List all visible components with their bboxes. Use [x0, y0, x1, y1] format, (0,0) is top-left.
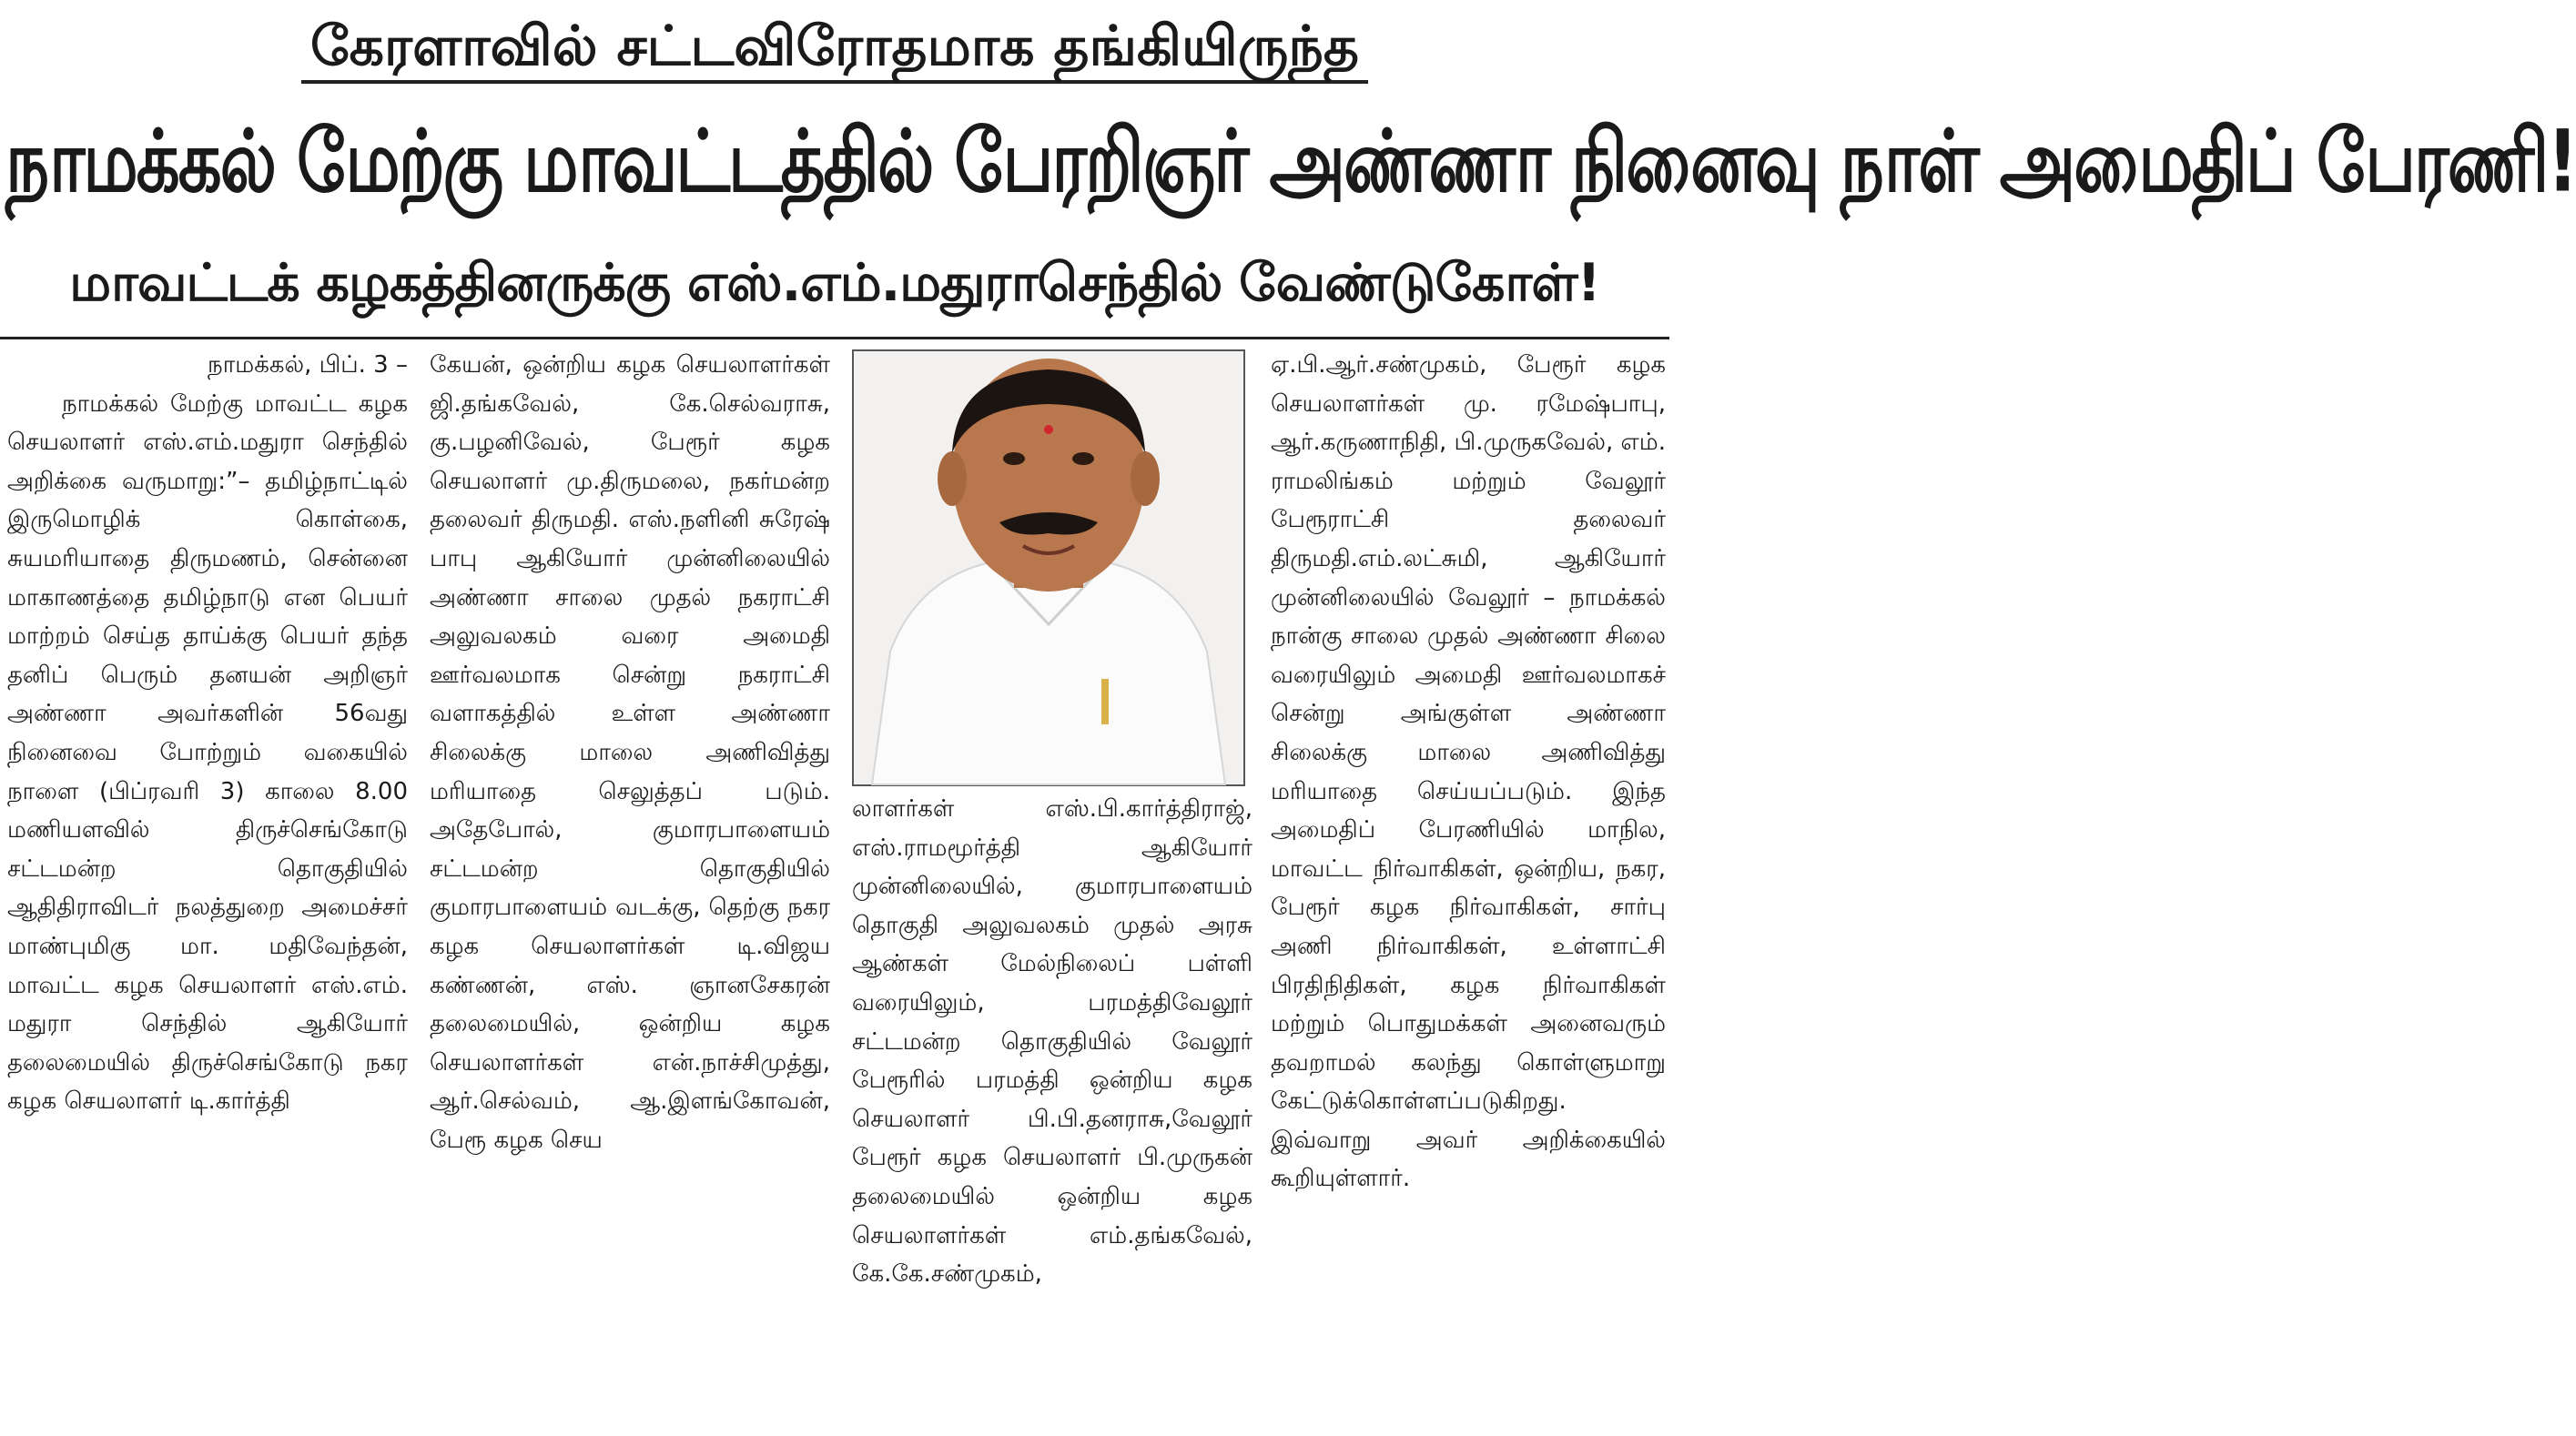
kicker-text: கேரளாவில் சட்டவிரோதமாக தங்கியிருந்த	[301, 13, 1368, 84]
column-text: ஏ.பி.ஆர்.சண்முகம், பேரூர் கழக செயலாளர்கள் மு. ரமேஷ்பாபு, ஆர்.கருணாநிதி, பி.முருகவேல், எம். ராமலிங்கம் மற்றும் வேலூர் பேரூராட்சி தலைவர் திருமதி.எம்.லட்சுமி, ஆகியோர் முன்னிலையில் வேலூர் – நாமக்கல் நான்கு சாலை முதல் அண்ணா சிலை வரையிலும் அமைதி ஊர்வலமாகச் சென்று அங்குள்ள அண்ணா சிலைக்கு மாலை அணிவித்து மரியாதை செய்யப்படும். இந்த அமைதிப் பேரணியில் மாநில, மாவட்ட நிர்வாகிகள், ஒன்றிய, நகர, பேரூர் கழக நிர்வாகிகள், சார்பு அணி நிர்வாகிகள், உள்ளாட்சி பிரதிநிதிகள், கழக நிர்வாகிகள் மற்றும் பொதுமக்கள் அனைவரும் தவறாமல் கலந்து கொள்ளுமாறு கேட்டுக்கொள்ளப்படுகிறது. இவ்வாறு அவர் அறிக்கையில் கூறியுள்ளார்.	[1271, 351, 1666, 1193]
article-column-1	[7, 346, 408, 1121]
column-text: கேயன், ஒன்றிய கழக செயலாளர்கள் ஜி.தங்கவேல், கே.செல்வராசு, கு.பழனிவேல், பேரூர் கழக செயலாளர் மு.திருமலை, நகர்மன்ற தலைவர் திருமதி. எஸ்.நளினி சுரேஷ் பாபு ஆகியோர் முன்னிலையில் அண்ணா சாலை முதல் நகராட்சி அலுவலகம் வரை அமைதி ஊர்வலமாக சென்று நகராட்சி வளாகத்தில் உள்ள அண்ணா சிலைக்கு மாலை அணிவித்து மரியாதை செலுத்தப் படும். அதேபோல், குமாரபாளையம் சட்டமன்ற தொகுதியில் குமாரபாளையம் வடக்கு, தெற்கு நகர கழக செயலாளர்கள் டி.விஜய கண்ணன், எஸ். ஞானசேகரன் தலைமையில், ஒன்றிய கழக செயலாளர்கள் என்.நாச்சிமுத்து, ஆர்.செல்வம், ஆ.இளங்கோவன், பேரூ கழக செய	[430, 351, 830, 1154]
column-text: நாமக்கல் மேற்கு மாவட்ட கழக செயலாளர் எஸ்.எம்.மதுரா செந்தில் அறிக்கை வருமாறு:”– தமிழ்நாட்டில் இருமொழிக் கொள்கை, சுயமரியாதை திருமணம், சென்னை மாகாணத்தை தமிழ்நாடு என பெயர் மாற்றம் செய்த தாய்க்கு பெயர் தந்த தனிப் பெரும் தனயன் அறிஞர் அண்ணா அவர்களின் 56வது நினைவை போற்றும் வகையில் நாளை (பிப்ரவரி 3) காலை 8.00 மணியளவில் திருச்செங்கோடு சட்டமன்ற தொகுதியில் ஆதிதிராவிடர் நலத்துறை அமைச்சர் மாண்புமிகு மா. மதிவேந்தன், மாவட்ட கழக செயலாளர் எஸ்.எம். மதுரா செந்தில் ஆகியோர் தலைமையில் திருச்செங்கோடு நகர கழக செயலாளர் டி.கார்த்தி	[7, 389, 408, 1116]
portrait-photo	[852, 349, 1245, 786]
column-text: லாளர்கள் எஸ்.பி.கார்த்திராஜ், எஸ்.ராமமூர்த்தி ஆகியோர் முன்னிலையில், குமாரபாளையம் தொகுதி அலுவலகம் முதல் அரசு ஆண்கள் மேல்நிலைப் பள்ளி வரையிலும், பரமத்திவேலூர் சட்டமன்ற தொகுதியில் வேலூர் பேரூரில் பரமத்தி ஒன்றிய கழக செயலாளர் பி.பி.தனராசு,வேலூர் பேரூர் கழக செயலாளர் பி.முருகன் தலைமையில் ஒன்றிய கழக செயலாளர்கள் எம்.தங்கவேல், கே.கே.சண்முகம்,	[852, 795, 1253, 1289]
article-column-2	[430, 346, 830, 1159]
kicker-headline	[0, 13, 1669, 84]
sub-headline: மாவட்டக் கழகத்தினருக்கு எஸ்.எம்.மதுராசெந்தில் வேண்டுகோள்!	[69, 253, 1600, 313]
article-column-3	[852, 790, 1253, 1294]
article-column-4	[1271, 346, 1666, 1198]
main-headline: நாமக்கல் மேற்கு மாவட்டத்தில் பேரறிஞர் அண்ணா நினைவு நாள் அமைதிப் பேரணி!	[5, 111, 2576, 211]
headline-divider	[0, 337, 1669, 339]
dateline: நாமக்கல், பிப். 3 –	[208, 351, 408, 379]
